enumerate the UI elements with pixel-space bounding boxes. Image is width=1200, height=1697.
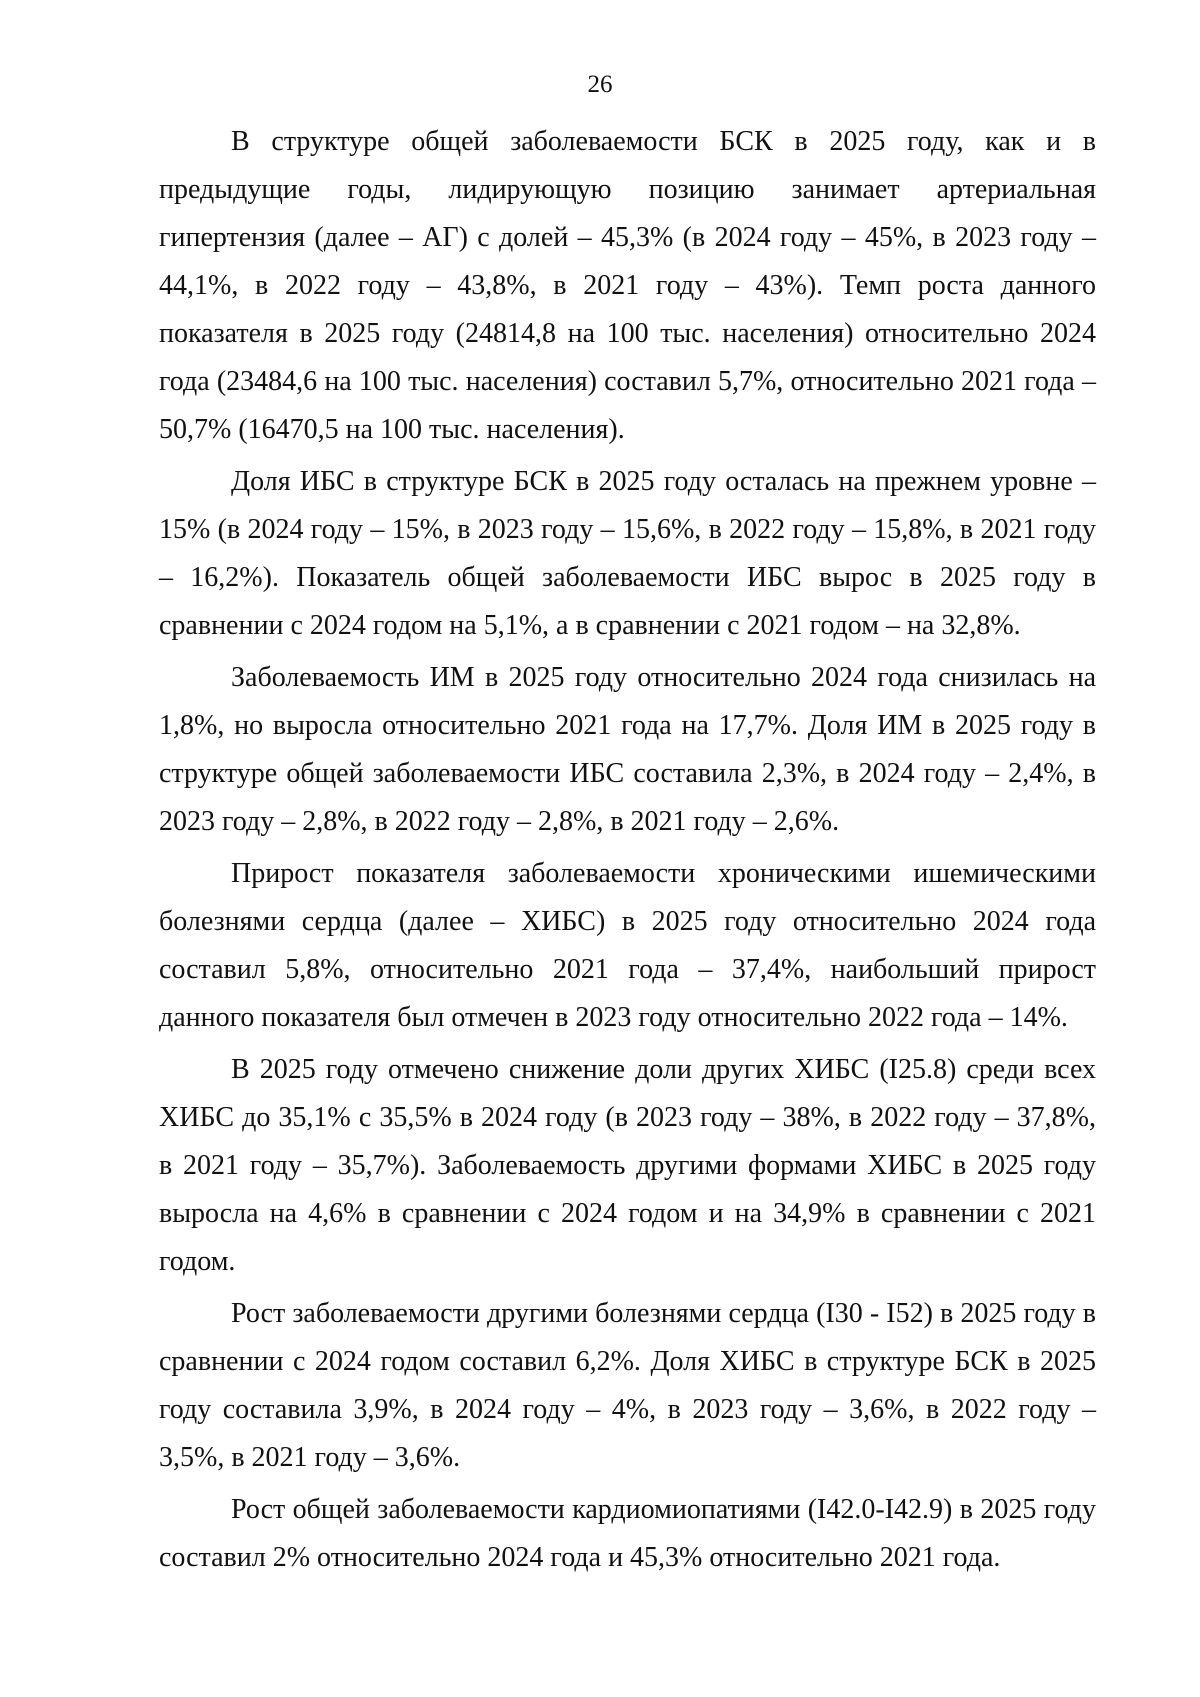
document-body: [159, 118, 1096, 1586]
paragraph-chronic-ihd-growth: Прирост показателя заболеваемости хроническими ишемическими болезнями сердца (далее – ХИБС) в 2025 году относительно 2024 года составил 5,8%, относительно 2021 года – 37,4%, наибольший прирост данного показателя был отмечен в 2023 году относительно 2022 года – 14%.: [159, 858, 1096, 1033]
paragraph-cardiomyopathies: Рост общей заболеваемости кардиомиопатиями (I42.0-I42.9) в 2025 году составил 2% относительно 2024 года и 45,3% относительно 2021 года.: [159, 1494, 1096, 1573]
paragraph-other-chronic-ihd: В 2025 году отмечено снижение доли других ХИБС (I25.8) среди всех ХИБС до 35,1% с 35,5% в 2024 году (в 2023 году – 38%, в 2022 году – 37,8%, в 2021 году – 35,7%). Заболеваемость другими формами ХИБС в 2025 году выросла на 4,6% в сравнении с 2024 годом и на 34,9% в сравнении с 2021 годом.: [159, 1054, 1096, 1277]
paragraph-hypertension: В структуре общей заболеваемости БСК в 2025 году, как и в предыдущие годы, лидирующую позицию занимает артериальная гипертензия (далее – АГ) с долей – 45,3% (в 2024 году – 45%, в 2023 году – 44,1%, в 2022 году – 43,8%, в 2021 году – 43%). Темп роста данного показателя в 2025 году (24814,8 на 100 тыс. населения) относительно 2024 года (23484,6 на 100 тыс. населения) составил 5,7%, относительно 2021 года – 50,7% (16470,5 на 100 тыс. населения).: [159, 126, 1096, 445]
paragraph-other-heart-diseases: Рост заболеваемости другими болезнями сердца (I30 - I52) в 2025 году в сравнении с 2024 годом составил 6,2%. Доля ХИБС в структуре БСК в 2025 году составила 3,9%, в 2024 году – 4%, в 2023 году – 3,6%, в 2022 году – 3,5%, в 2021 году – 3,6%.: [159, 1298, 1096, 1473]
paragraph-myocardial-infarction: Заболеваемость ИМ в 2025 году относительно 2024 года снизилась на 1,8%, но выросла относительно 2021 года на 17,7%. Доля ИМ в 2025 году в структуре общей заболеваемости ИБС составила 2,3%, в 2024 году – 2,4%, в 2023 году – 2,8%, в 2022 году – 2,8%, в 2021 году – 2,6%.: [159, 662, 1096, 837]
paragraph-ihd-share: Доля ИБС в структуре БСК в 2025 году осталась на прежнем уровне – 15% (в 2024 году – 15%, в 2023 году – 15,6%, в 2022 году – 15,8%, в 2021 году – 16,2%). Показатель общей заболеваемости ИБС вырос в 2025 году в сравнении с 2024 годом на 5,1%, а в сравнении с 2021 годом – на 32,8%.: [159, 466, 1096, 641]
page-number: 26: [587, 71, 613, 98]
